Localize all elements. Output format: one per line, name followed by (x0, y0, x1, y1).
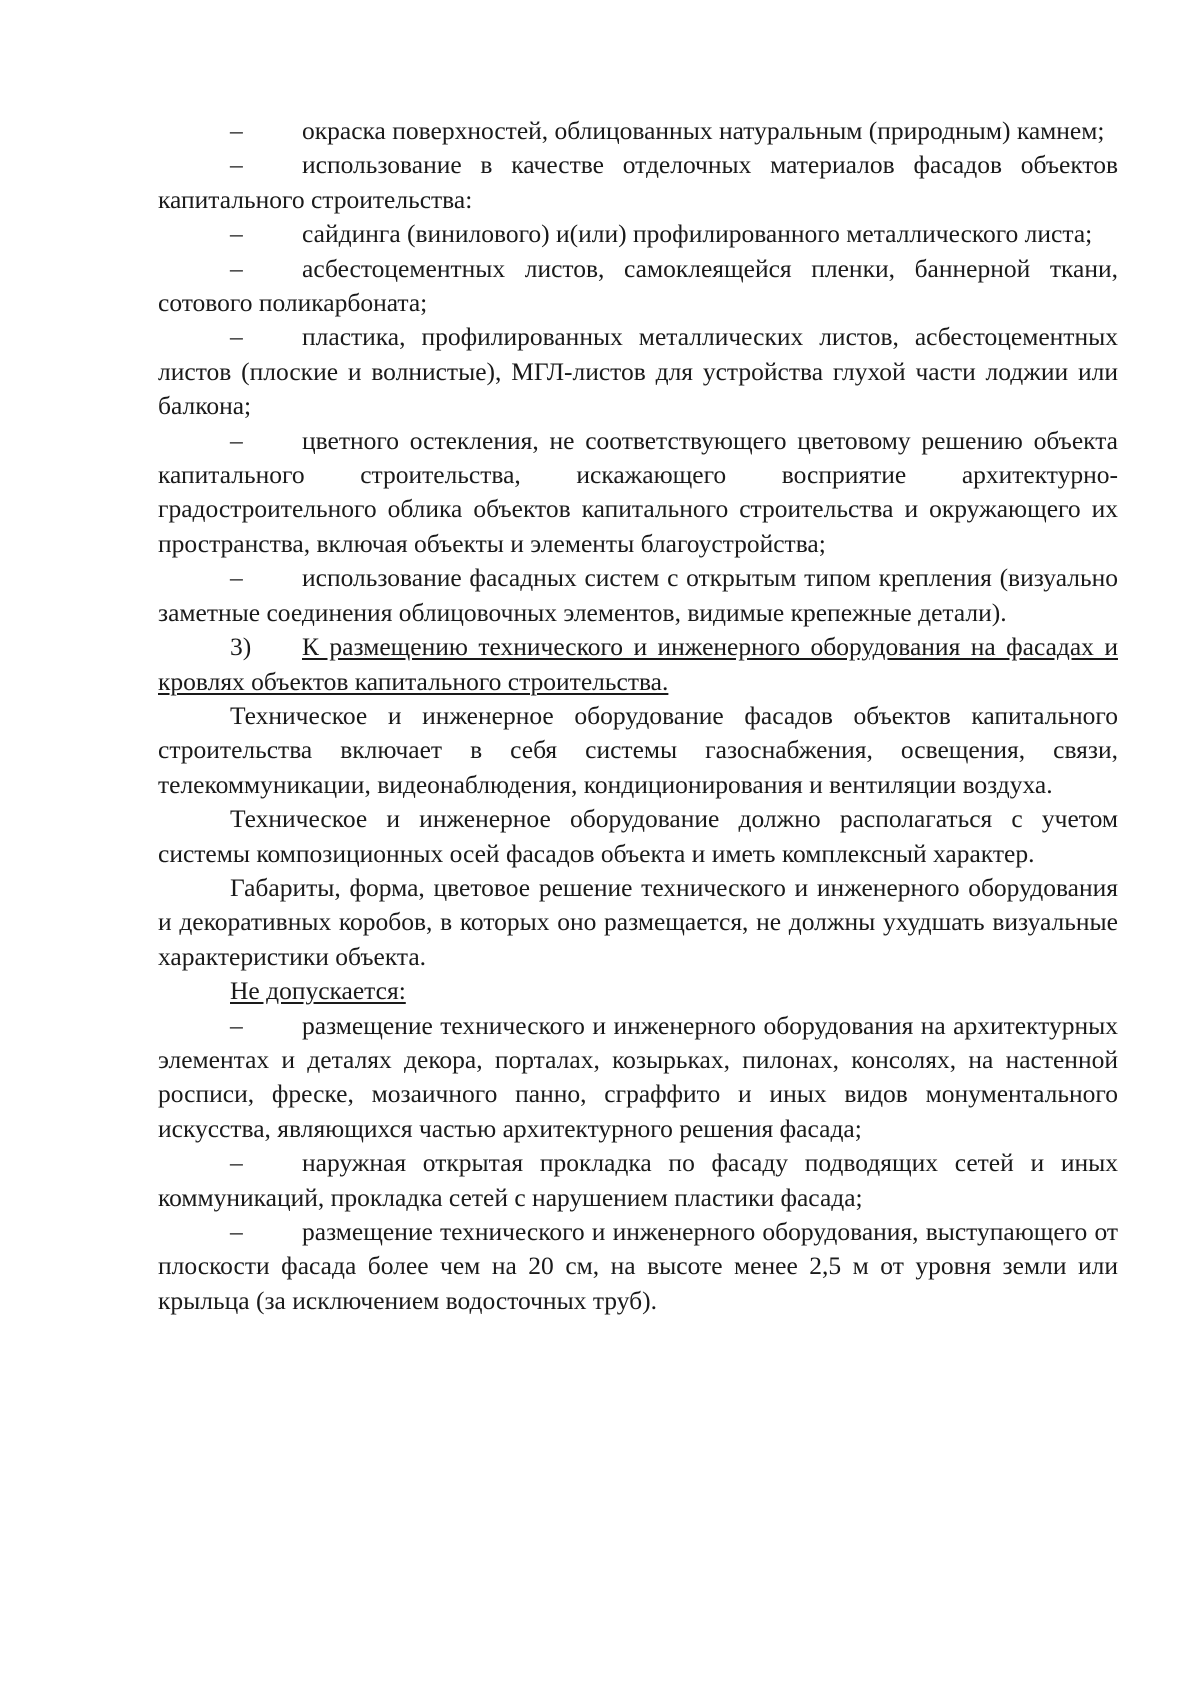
list-item (158, 424, 1118, 562)
paragraph: Техническое и инженерное оборудование должно располагаться с учетом системы композиционных осей фасадов объекта и иметь комплексный характер. (158, 804, 1118, 868)
not-allowed-text: Не допускается: (230, 976, 406, 1006)
section-heading (158, 630, 1118, 699)
bullet-dash: – (230, 563, 243, 593)
list-item (158, 1215, 1118, 1318)
not-allowed-heading (158, 974, 1118, 1008)
section-number: 3) (230, 632, 252, 662)
list-item (158, 1146, 1118, 1215)
bullet-dash: – (230, 253, 243, 283)
list-item-text: цветного остекления, не соответствующего цветовому решению объекта капитального строительства, искажающего восприятие архитектурно-градостроительного облика объектов капитального строительства и окружающего их пространства, включая объекты и элементы благоустройства; (158, 425, 1118, 558)
paragraph: Габариты, форма, цветовое решение технического и инженерного оборудования и декоративных коробов, в которых оно размещается, не должны ухудшать визуальные характеристики объекта. (158, 872, 1118, 971)
list-item (158, 114, 1118, 148)
bullet-dash: – (230, 1010, 243, 1040)
list-item (158, 252, 1118, 321)
bullet-dash: – (230, 150, 243, 180)
list-item-text: пластика, профилированных металлических листов, асбестоцементных листов (плоские и волнистые), МГЛ-листов для устройства глухой части лоджии или балкона; (158, 322, 1118, 421)
paragraph: Техническое и инженерное оборудование фасадов объектов капитального строительства включает в себя системы газоснабжения, освещения, связи, телекоммуникации, видеонаблюдения, кондиционирования и вентиляции воздуха. (158, 700, 1118, 799)
bullet-dash: – (230, 1217, 243, 1246)
list-item (158, 1009, 1118, 1147)
list-item-text: асбестоцементных листов, самоклеящейся пленки, баннерной ткани, сотового поликарбоната; (158, 253, 1118, 318)
list-item (158, 148, 1118, 217)
bullet-dash: – (230, 116, 243, 145)
list-item-text: использование в качестве отделочных материалов фасадов объектов капитального строительства: (158, 150, 1118, 214)
list-item-text: размещение технического и инженерного оборудования на архитектурных элементах и деталях декора, порталах, козырьках, пилонах, консолях, на настенной росписи, фреске, мозаичного панно, сграффито и иных видов монументального искусства, являющихся частью архитектурного решения фасада; (158, 1010, 1118, 1143)
section-heading-text: К размещению технического и инженерного оборудования на фасадах и кровлях объектов капитального строительства. (158, 632, 1118, 696)
bullet-dash: – (230, 425, 243, 455)
list-item (158, 561, 1118, 630)
bullet-dash: – (230, 322, 243, 352)
list-item (158, 320, 1118, 423)
list-item-text: окраска поверхностей, облицованных натуральным (природным) камнем; (302, 116, 1105, 145)
document-body (158, 114, 1118, 1318)
list-item (158, 217, 1118, 251)
list-item-text: сайдинга (винилового) и(или) профилированного металлического листа; (302, 219, 1093, 249)
list-item-text: использование фасадных систем с открытым типом крепления (визуально заметные соединения облицовочных элементов, видимые крепежные детали). (158, 563, 1118, 627)
bullet-dash: – (230, 219, 243, 249)
list-item-text: размещение технического и инженерного оборудования, выступающего от плоскости фасада более чем на 20 см, на высоте менее 2,5 м от уровня земли или крыльца (за исключением водосточных труб). (158, 1217, 1118, 1315)
list-item-text: наружная открытая прокладка по фасаду подводящих сетей и иных коммуникаций, прокладка сетей с нарушением пластики фасада; (158, 1148, 1118, 1212)
bullet-dash: – (230, 1148, 243, 1178)
